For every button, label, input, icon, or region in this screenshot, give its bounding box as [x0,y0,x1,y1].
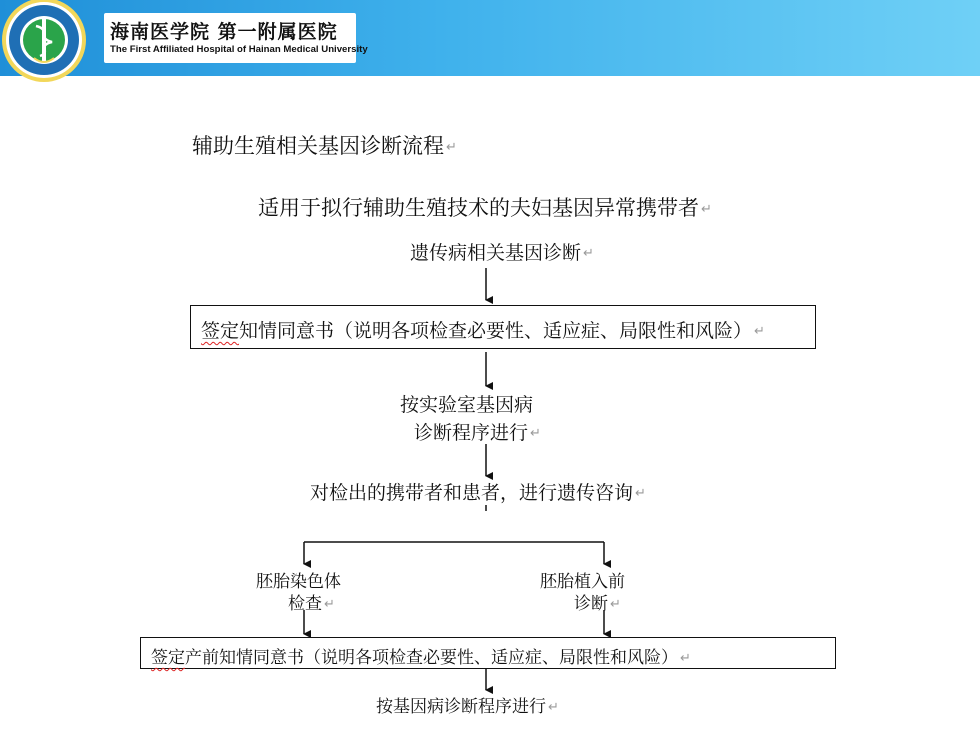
branch-embryo-chromosome-line2: 检查 ↵ [288,594,335,614]
step-genetic-counseling: 对检出的携带者和患者，进行遗传咨询 ↵ [310,482,646,504]
step-lab-procedure-line2: 诊断程序进行 ↵ [414,422,541,444]
consent-box-1 [190,305,816,349]
step-final-procedure: 按基因病诊断程序进行 ↵ [376,697,559,717]
hospital-name-cn: 海南医学院 第一附属医院 [110,21,338,43]
step-lab-procedure-line1: 按实验室基因病 [400,394,534,416]
consent-box-2 [140,637,836,669]
consent-box-2-text: 签定产前知情同意书（说明各项检查必要性、适应症、局限性和风险） ↵ [151,648,691,668]
step-genetic-diagnosis: 遗传病相关基因诊断 ↵ [410,242,594,264]
branch-preimplantation-line1: 胚胎植入前 [540,572,625,592]
flowchart-title: 辅助生殖相关基因诊断流程 ↵ [192,134,457,158]
flowchart-subtitle: 适用于拟行辅助生殖技术的夫妇基因异常携带者 ↵ [258,196,712,220]
consent-box-1-text: 签定知情同意书（说明各项检查必要性、适应症、局限性和风险） ↵ [201,320,765,342]
branch-preimplantation-line2: 诊断 ↵ [574,594,621,614]
hospital-name-en: The First Affiliated Hospital of Hainan Medical University [110,44,368,55]
branch-embryo-chromosome-line1: 胚胎染色体 [256,572,341,592]
